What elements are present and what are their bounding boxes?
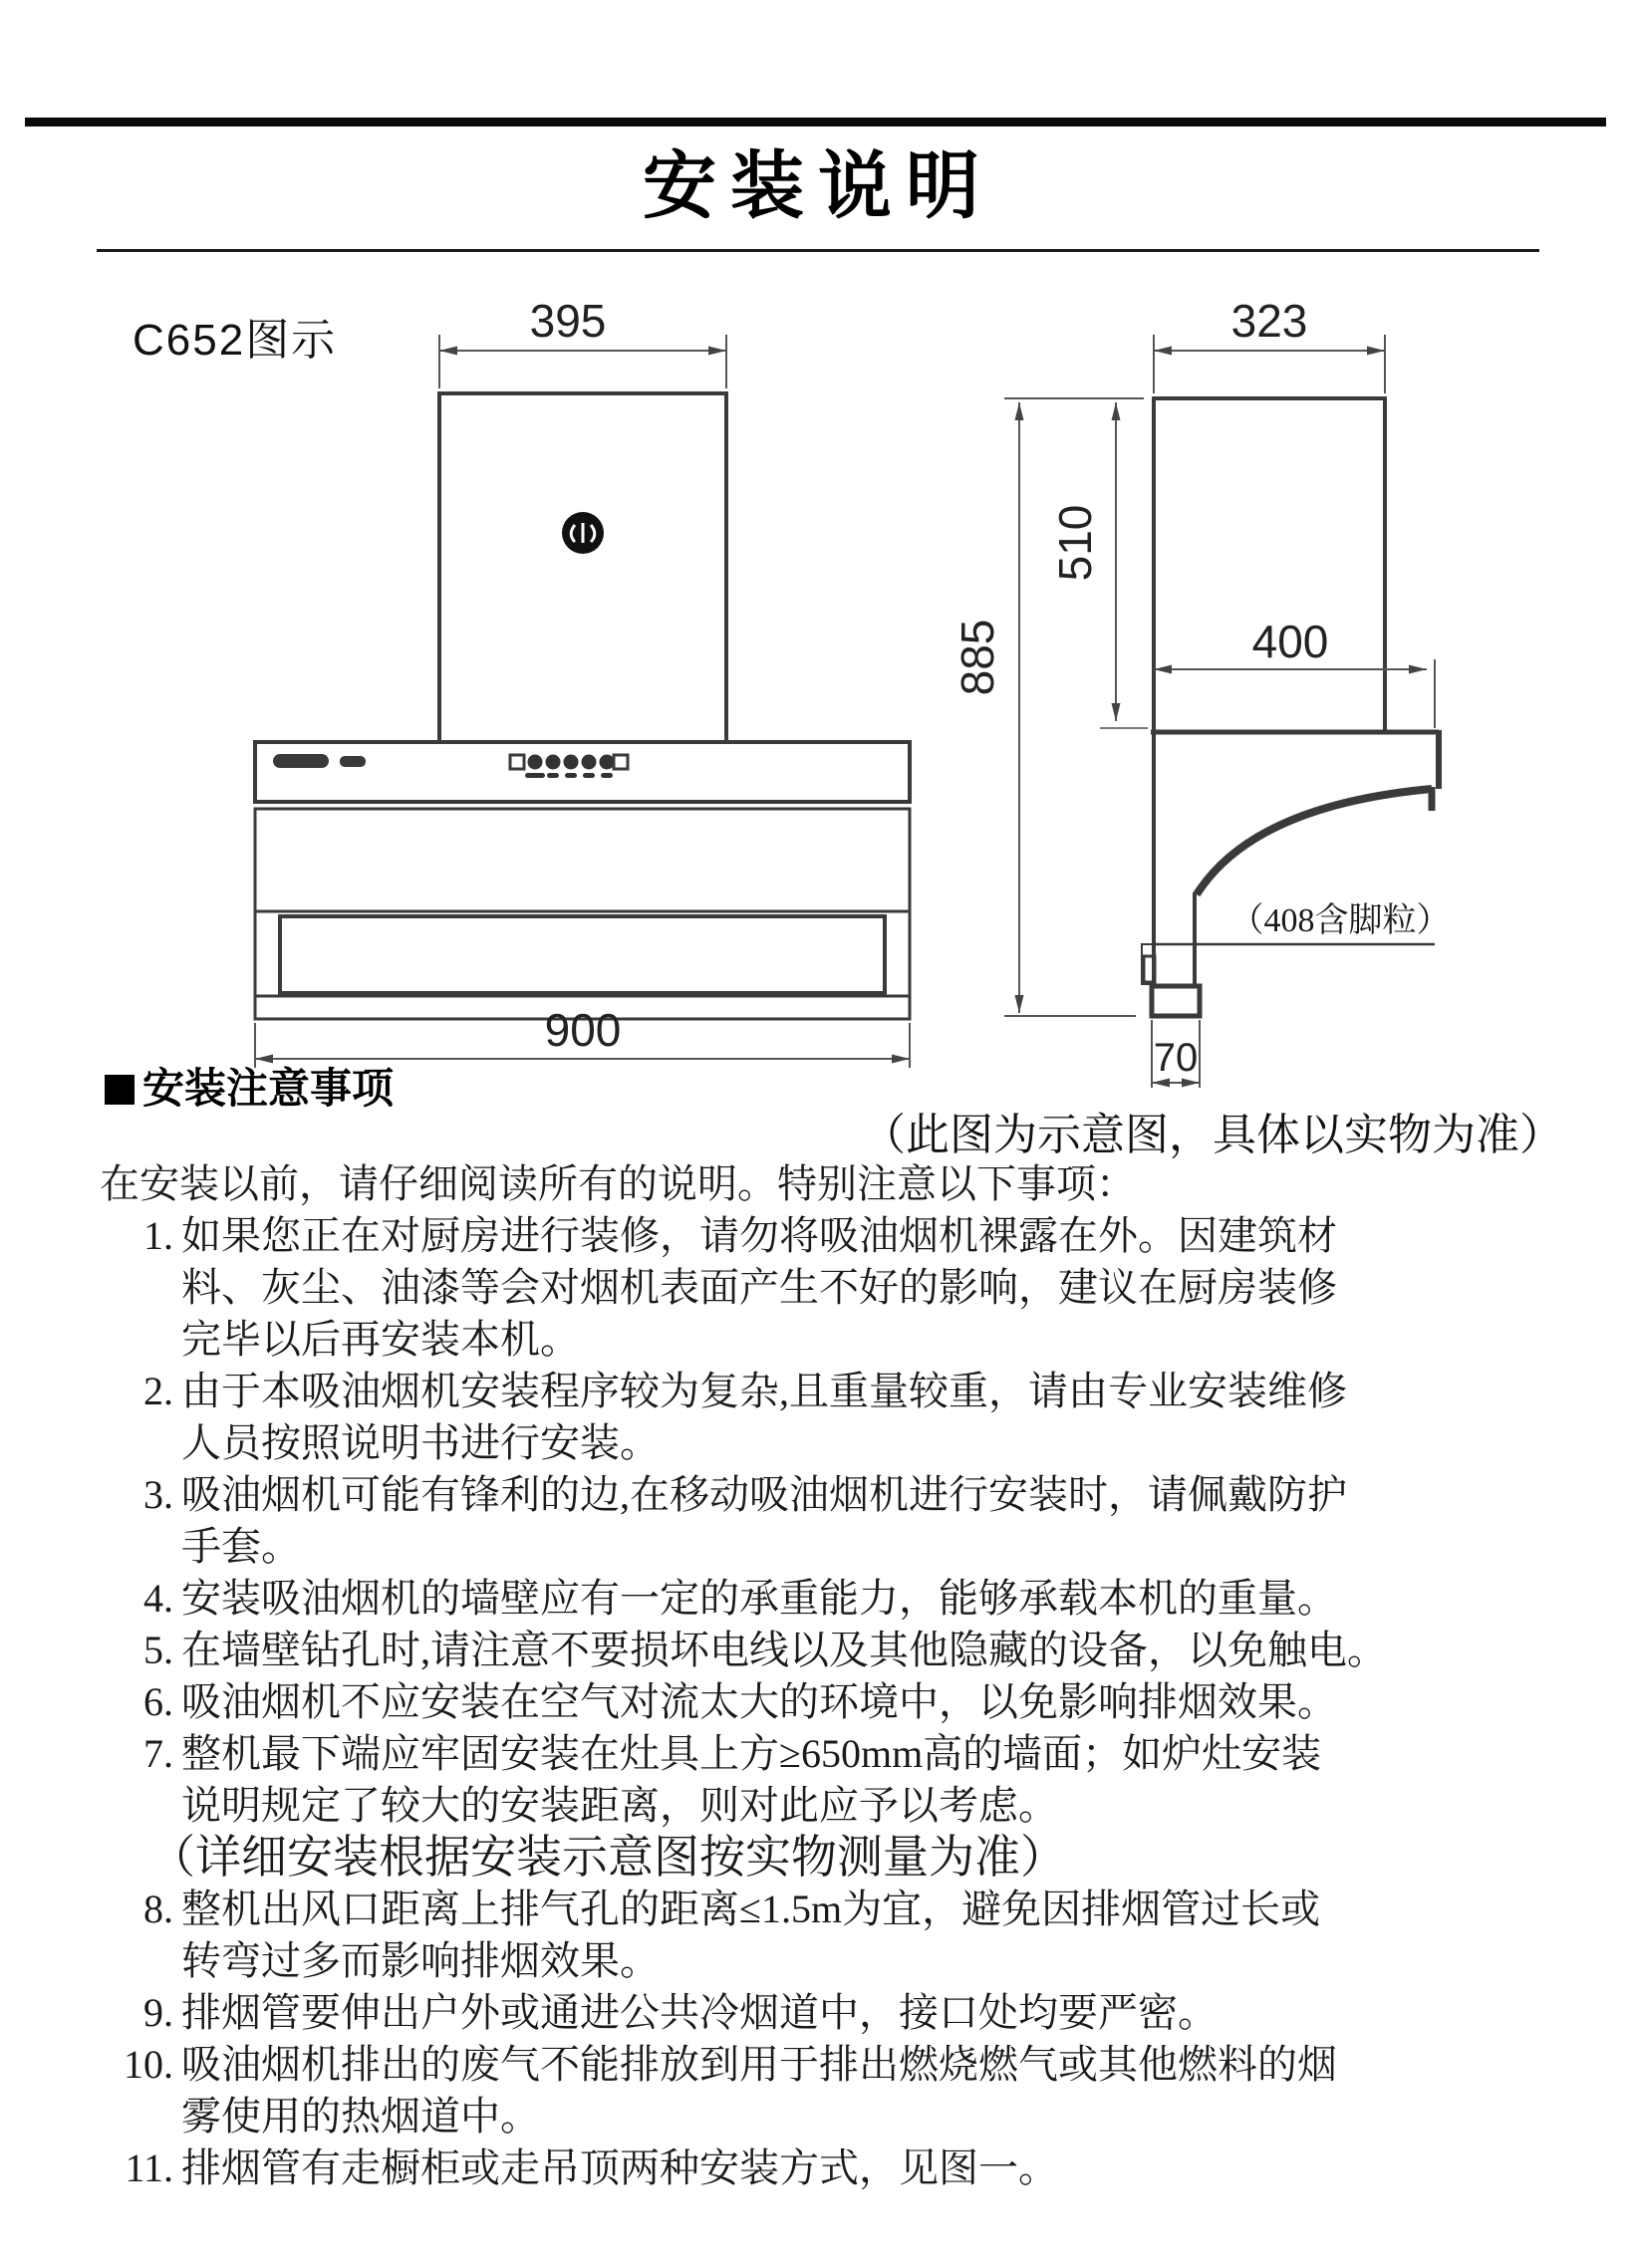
control-button bbox=[528, 755, 543, 770]
control-button bbox=[600, 755, 615, 770]
measurement-note: （详细安装根据安装示意图按实物测量为准） bbox=[149, 1832, 1066, 1883]
notes-list bbox=[0, 1210, 1631, 2194]
item-number: 9. bbox=[143, 1990, 173, 2035]
item-line: 吸油烟机不应安装在空气对流太大的环境中，以免影响排烟效果。 bbox=[181, 1679, 1337, 1724]
control-buttons bbox=[510, 755, 628, 779]
filter-section bbox=[255, 911, 910, 996]
item-line: 人员按照说明书进行安装。 bbox=[181, 1420, 660, 1465]
item-number: 11. bbox=[125, 2145, 173, 2190]
note-item bbox=[0, 1884, 1631, 1987]
item-text bbox=[181, 1625, 1631, 1676]
item-line: 完毕以后再安装本机。 bbox=[181, 1317, 580, 1362]
item-number: 2. bbox=[143, 1369, 173, 1413]
note-item bbox=[0, 1573, 1631, 1625]
item-text bbox=[181, 1884, 1631, 1987]
outlet-foot bbox=[1152, 986, 1200, 1016]
side-chimney-outline bbox=[1154, 398, 1385, 732]
installation-notes bbox=[0, 1158, 1631, 2194]
item-number: 3. bbox=[143, 1472, 173, 1517]
item-line: 排烟管有走橱柜或走吊顶两种安装方式，见图一。 bbox=[181, 2145, 1058, 2190]
side-dim-885-label: 885 bbox=[951, 619, 1003, 696]
item-number: 7. bbox=[143, 1731, 173, 1776]
side-dim-400-label: 400 bbox=[1251, 616, 1329, 667]
panel-indicator-left bbox=[510, 755, 524, 769]
item-number: 4. bbox=[143, 1576, 173, 1621]
item-text bbox=[181, 1728, 1631, 1832]
item-text bbox=[181, 1366, 1631, 1469]
section-bullet-icon bbox=[105, 1075, 135, 1105]
item-number: 6. bbox=[143, 1679, 173, 1724]
item-number: 1. bbox=[143, 1213, 173, 1258]
note-item bbox=[0, 1625, 1631, 1676]
item-line: 转弯过多而影响排烟效果。 bbox=[181, 1938, 660, 1983]
diagram-caption-note: （此图为示意图，具体以实物为准） bbox=[862, 1111, 1563, 1159]
brand-logo-icon bbox=[562, 512, 604, 554]
curved-glass-panel bbox=[1197, 789, 1432, 894]
filter-inner-panel bbox=[280, 916, 885, 993]
item-text bbox=[181, 1987, 1631, 2039]
note-item bbox=[0, 1469, 1631, 1573]
diagram-model-label: C652图示 bbox=[133, 316, 338, 365]
note-item bbox=[0, 1987, 1631, 2039]
item-text bbox=[181, 2142, 1631, 2194]
side-dim-323-label: 323 bbox=[1230, 295, 1308, 347]
side-depth-note-label: （408含脚粒） bbox=[1229, 902, 1451, 939]
side-body-profile bbox=[1142, 730, 1439, 1016]
side-view-drawing bbox=[951, 295, 1451, 1088]
front-dim-900-label: 900 bbox=[544, 1004, 622, 1056]
control-button bbox=[564, 755, 579, 770]
button-caption-marks bbox=[525, 773, 613, 778]
control-panel-strip bbox=[255, 742, 910, 802]
hood-middle-band bbox=[255, 809, 910, 911]
front-view-drawing bbox=[255, 295, 910, 1068]
side-dim-400 bbox=[1154, 659, 1435, 728]
note-item bbox=[0, 2142, 1631, 2194]
section-heading-text: 安装注意事项 bbox=[142, 1067, 395, 1113]
item-line: 整机最下端应牢固安装在灶具上方≥650mm高的墙面；如炉灶安装 bbox=[181, 1731, 1322, 1776]
notes-intro: 在安装以前，请仔细阅读所有的说明。特别注意以下事项： bbox=[100, 1161, 1136, 1206]
note-item bbox=[0, 2039, 1631, 2142]
item-line: 在墙壁钻孔时,请注意不要损坏电线以及其他隐藏的设备，以免触电。 bbox=[181, 1628, 1387, 1672]
side-dim-885 bbox=[1004, 398, 1144, 1016]
item-text bbox=[181, 1210, 1631, 1366]
control-button bbox=[582, 755, 597, 770]
item-line: 手套。 bbox=[181, 1524, 301, 1569]
brand-print-marks bbox=[273, 754, 366, 768]
item-line: 料、灰尘、油漆等会对烟机表面产生不好的影响，建议在厨房装修 bbox=[181, 1265, 1337, 1310]
panel-indicator-right bbox=[614, 755, 628, 769]
item-line: 吸油烟机排出的废气不能排放到用于排出燃烧燃气或其他燃料的烟 bbox=[181, 2042, 1337, 2087]
side-dim-70-label: 70 bbox=[1153, 1036, 1199, 1080]
item-text bbox=[181, 2039, 1631, 2142]
item-line: 如果您正在对厨房进行装修，请勿将吸油烟机裸露在外。因建筑材 bbox=[181, 1213, 1337, 1258]
item-line: 整机出风口距离上排气孔的距离≤1.5m为宜，避免因排烟管过长或 bbox=[181, 1887, 1321, 1931]
item-line: 排烟管要伸出户外或通进公共冷烟道中，接口处均要严密。 bbox=[181, 1990, 1218, 2035]
item-number: 8. bbox=[143, 1887, 173, 1931]
page-title: 安装说明 bbox=[643, 146, 993, 228]
note-item bbox=[0, 1210, 1631, 1366]
front-dim-395-label: 395 bbox=[529, 295, 607, 347]
notes-section-heading bbox=[105, 1056, 394, 1116]
item-number: 10. bbox=[124, 2042, 173, 2087]
front-chimney-outline bbox=[439, 393, 726, 742]
side-dim-510 bbox=[1100, 402, 1148, 728]
item-text bbox=[181, 1573, 1631, 1625]
control-button bbox=[546, 755, 561, 770]
item-text bbox=[181, 1469, 1631, 1573]
side-dim-510-label: 510 bbox=[1049, 504, 1101, 582]
note-item bbox=[0, 1728, 1631, 1832]
item-line: 雾使用的热烟道中。 bbox=[181, 2094, 540, 2139]
item-line: 说明规定了较大的安装距离，则对此应予以考虑。 bbox=[181, 1783, 1058, 1828]
item-line: 安装吸油烟机的墙壁应有一定的承重能力，能够承载本机的重量。 bbox=[181, 1576, 1337, 1621]
item-line: 由于本吸油烟机安装程序较为复杂,且重量较重，请由专业安装维修 bbox=[181, 1369, 1347, 1413]
note-item bbox=[0, 1676, 1631, 1728]
item-line: 吸油烟机可能有锋利的边,在移动吸油烟机进行安装时，请佩戴防护 bbox=[181, 1472, 1347, 1517]
note-item bbox=[0, 1366, 1631, 1469]
item-text bbox=[181, 1676, 1631, 1728]
item-number: 5. bbox=[143, 1628, 173, 1672]
